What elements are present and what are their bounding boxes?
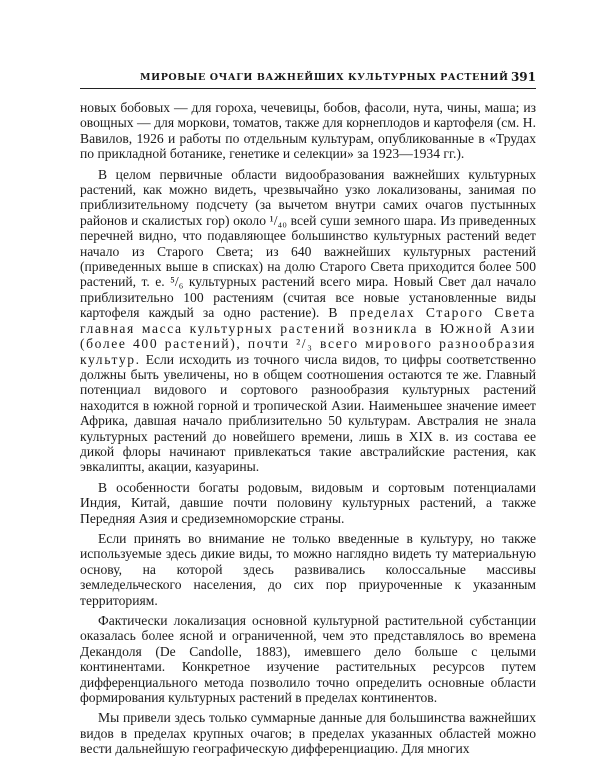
running-title: МИРОВЫЕ ОЧАГИ ВАЖНЕЙШИХ КУЛЬТУРНЫХ РАСТЕНИЙ [140, 72, 509, 83]
paragraph-text: Если исходить из точного числа видов, то цифры соответственно должны быть увеличены, но в общем соотношения остаются те же. Главный потенциал видового и сортового разнообразия культурных растений находится в южной горной и тропической Азии. Наименьшее значение имеет Африка, давшая начало приблизительно 50 культурам. Австралия не знала культурных растений до новейшего времени, лишь в XIX в. из состава ее дикой флоры начинают привлекаться такие австралийские растения, как эвкалипты, акации, казуарины. [80, 351, 536, 475]
running-header [80, 70, 536, 89]
paragraph-2 [80, 167, 536, 475]
paragraph-5 [80, 613, 536, 705]
paragraph-4 [80, 531, 536, 608]
paragraph-text: новых бобовых — для гороха, чечевицы, бобов, фасоли, нута, чины, маша; из овощных — для моркови, томатов, также для корнеплодов и картофеля (см. Н. Вавилов, 1926 и работы по отдельным культурам, опубликованные в «Трудах по прикладной ботанике, генетике и селекции» за 1923—1934 гг.). [80, 100, 536, 162]
paragraph-6 [80, 710, 536, 756]
paragraph-1 [80, 100, 536, 162]
paragraph-text: В целом первичные области видообразования важнейших культурных растений, как можно видеть, чрезвычайно узко локализованы, занимая по приблизительному подсчету (за вычетом внутри самих очагов пустынных районов и скалистых гор) около ¹/₄₀ всей суши земного шара. Из приведенных перечней видно, что подавляющее большинство культурных растений ведет начало из Старого Света; из 640 важнейших культурных растений (приведенных выше в списках) на долю Старого Света приходится более 500 растений, т. е. ⁵/₆ культурных растений всего мира. Новый Свет дал начало приблизительно 100 растениям (считая все новые установленные виды картофеля каждый за одно растение). [80, 166, 536, 321]
paragraph-3 [80, 480, 536, 526]
paragraph-text: Мы привели здесь только суммарные данные для большинства важнейших видов в пределах крупных очагов; в пределах указанных областей можно вести дальнейшую географическую дифференциацию. Для многих [80, 710, 536, 757]
page-number: 391 [510, 70, 536, 84]
spaced-emphasis-text: В пределах Старого Света главная масса культурных растений возникла в Южной Азии (более 400 растений), почти ²/₃ всего мирового разнообразия культур. [80, 305, 536, 367]
paragraph-text: В особенности богаты родовым, видовым и сортовым потенциалами Индия, Китай, давшие почти половину культурных растений, а также Передняя Азия и средиземноморские страны. [80, 479, 536, 526]
paragraph-text: Фактически локализация основной культурной растительной субстанции оказалась более ясной и ограниченной, чем это представлялось во времена Декандоля (De Candolle, 1883), имевшего дело больше с целыми континентами. Конкретное изучение растительных ресурсов путем дифференциального метода позволило точно определить основные области формирования культурных растений в пределах континентов. [80, 613, 536, 706]
body-text [80, 100, 536, 762]
paragraph-text: Если принять во внимание не только введенные в культуру, но также используемые здесь дикие виды, то можно наглядно видеть ту материальную основу, на которой здесь развивались колоссальные массивы земледельческого населения, до сих пор приуроченные к указанным территориям. [80, 530, 536, 608]
